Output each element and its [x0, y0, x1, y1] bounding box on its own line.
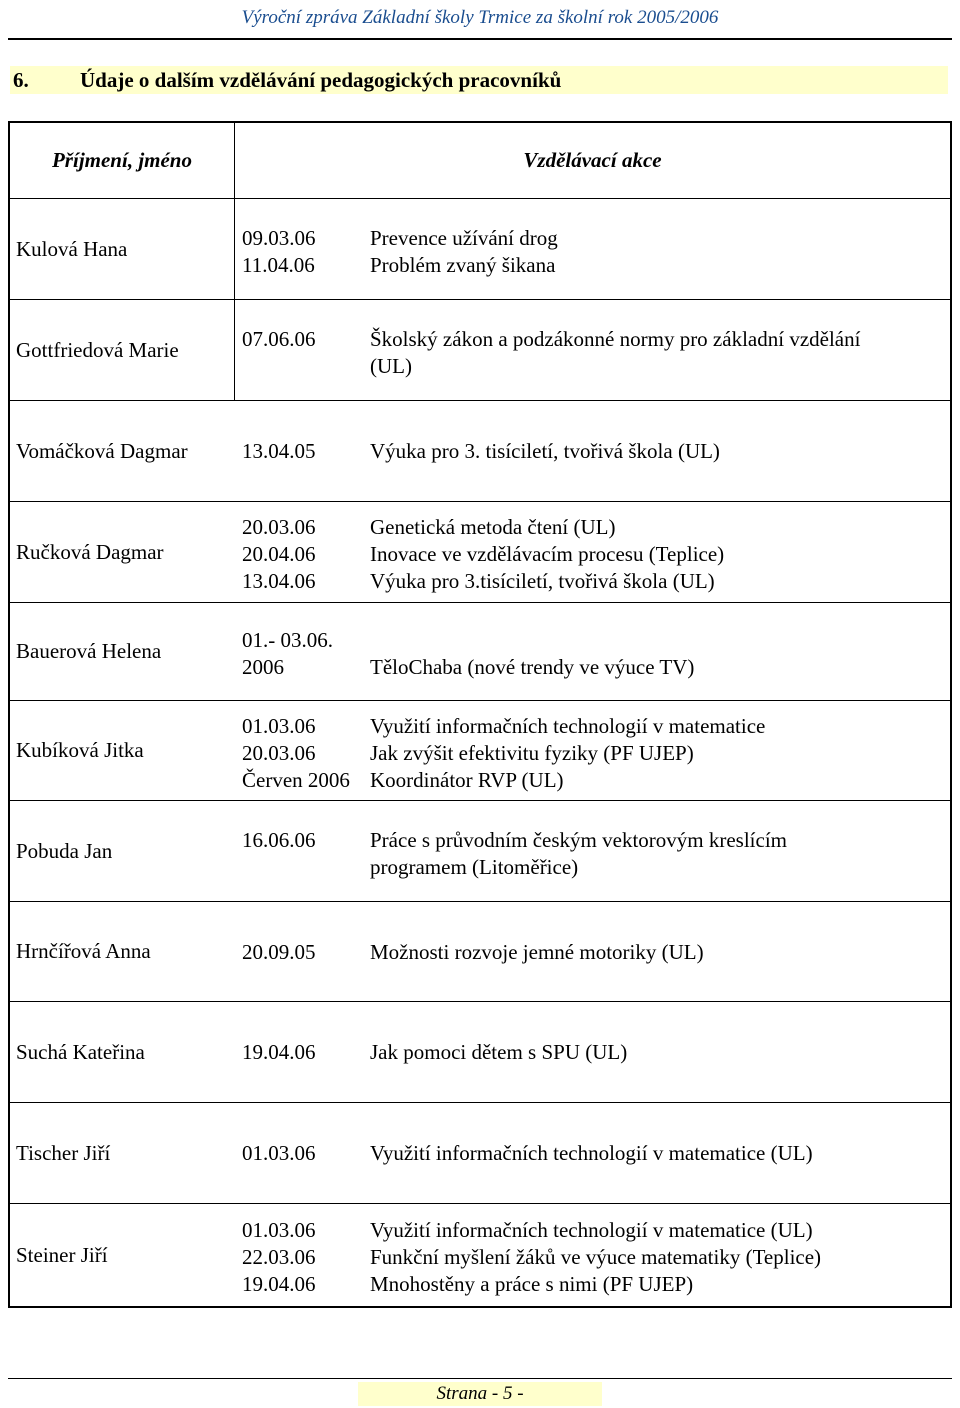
teacher-name: Gottfriedová Marie — [16, 337, 179, 362]
event-date: 13.04.06 — [242, 569, 316, 593]
event-title: Problém zvaný šikana — [370, 253, 556, 277]
page-footer — [0, 1378, 960, 1408]
teacher-name: Bauerová Helena — [16, 639, 162, 663]
event-title: Školský zákon a podzákonné normy pro základní vzdělání — [370, 327, 861, 351]
event-date: 11.04.06 — [242, 253, 315, 277]
table-row — [10, 700, 950, 800]
event-title: Výuka pro 3.tisíciletí, tvořivá škola (UL) — [370, 569, 715, 593]
event-date: Červen 2006 — [242, 768, 350, 792]
event-title: Prevence užívání drog — [370, 226, 558, 250]
teacher-name: Kulová Hana — [16, 236, 128, 261]
page-number: Strana - 5 - — [436, 1383, 524, 1404]
event-date: 07.06.06 — [242, 327, 316, 351]
table-row — [10, 1102, 950, 1203]
event-title: (UL) — [370, 354, 412, 378]
table-row — [10, 800, 950, 901]
event-date: 16.06.06 — [242, 828, 316, 852]
table-row — [10, 602, 950, 700]
header-divider — [8, 38, 952, 40]
event-date: 01.03.06 — [242, 1141, 316, 1165]
column-header-action: Vzdělávací akce — [523, 148, 662, 172]
table-row — [10, 1203, 950, 1306]
training-table — [8, 121, 952, 1308]
teacher-name: Steiner Jiří — [16, 1242, 108, 1267]
table-header-row — [10, 123, 950, 198]
event-title: Mnohostěny a práce s nimi (PF UJEP) — [370, 1272, 694, 1296]
table-row — [10, 501, 950, 602]
event-title: Využití informačních technologií v matematice (UL) — [370, 1141, 813, 1165]
section-number: 6. — [13, 68, 29, 92]
teacher-name: Tischer Jiří — [16, 1140, 111, 1165]
event-title: TěloChaba (nové trendy ve výuce TV) — [370, 655, 695, 679]
event-title: Jak pomoci dětem s SPU (UL) — [370, 1040, 628, 1064]
event-date: 09.03.06 — [242, 226, 316, 250]
event-date: 20.09.05 — [242, 940, 316, 964]
table-row — [10, 400, 950, 501]
event-date: 2006 — [242, 655, 284, 679]
footer-divider — [8, 1378, 952, 1379]
event-date: 01.- 03.06. — [242, 628, 333, 652]
table-row — [10, 198, 950, 299]
event-title: Výuka pro 3. tisíciletí, tvořivá škola (UL) — [370, 439, 720, 463]
teacher-name: Kubíková Jitka — [16, 738, 144, 762]
event-title: Využití informačních technologií v matematice (UL) — [370, 1218, 813, 1242]
event-title: Využití informačních technologií v matematice — [370, 714, 766, 738]
event-title: Jak zvýšit efektivitu fyziky (PF UJEP) — [370, 741, 694, 765]
teacher-name: Vomáčková Dagmar — [16, 438, 188, 463]
event-date: 13.04.05 — [242, 439, 316, 463]
event-title: Možnosti rozvoje jemné motoriky (UL) — [370, 940, 704, 964]
table-row — [10, 1001, 950, 1102]
event-date: 20.04.06 — [242, 542, 316, 566]
event-date: 20.03.06 — [242, 515, 316, 539]
column-header-name: Příjmení, jméno — [51, 148, 192, 172]
event-date: 19.04.06 — [242, 1040, 316, 1064]
event-date: 01.03.06 — [242, 714, 316, 738]
report-header: Výroční zpráva Základní školy Trmice za školní rok 2005/2006 — [241, 7, 719, 28]
event-title: programem (Litoměřice) — [370, 855, 579, 879]
section-title: Údaje o dalším vzdělávání pedagogických pracovníků — [80, 68, 562, 92]
teacher-name: Pobuda Jan — [16, 838, 113, 863]
event-date: 20.03.06 — [242, 741, 316, 765]
teacher-name: Suchá Kateřina — [16, 1039, 145, 1064]
event-title: Inovace ve vzdělávacím procesu (Teplice) — [370, 542, 725, 566]
event-title: Koordinátor RVP (UL) — [370, 768, 564, 792]
event-title: Funkční myšlení žáků ve výuce matematiky (Teplice) — [370, 1245, 822, 1269]
event-date: 19.04.06 — [242, 1272, 316, 1296]
event-title: Práce s průvodním českým vektorovým kreslícím — [370, 828, 787, 852]
event-date: 01.03.06 — [242, 1218, 316, 1242]
teacher-name: Hrnčířová Anna — [16, 939, 151, 963]
table-row — [10, 901, 950, 1001]
event-title: Genetická metoda čtení (UL) — [370, 515, 616, 539]
teacher-name: Ručková Dagmar — [16, 539, 164, 564]
table-row — [10, 299, 950, 400]
event-date: 22.03.06 — [242, 1245, 316, 1269]
